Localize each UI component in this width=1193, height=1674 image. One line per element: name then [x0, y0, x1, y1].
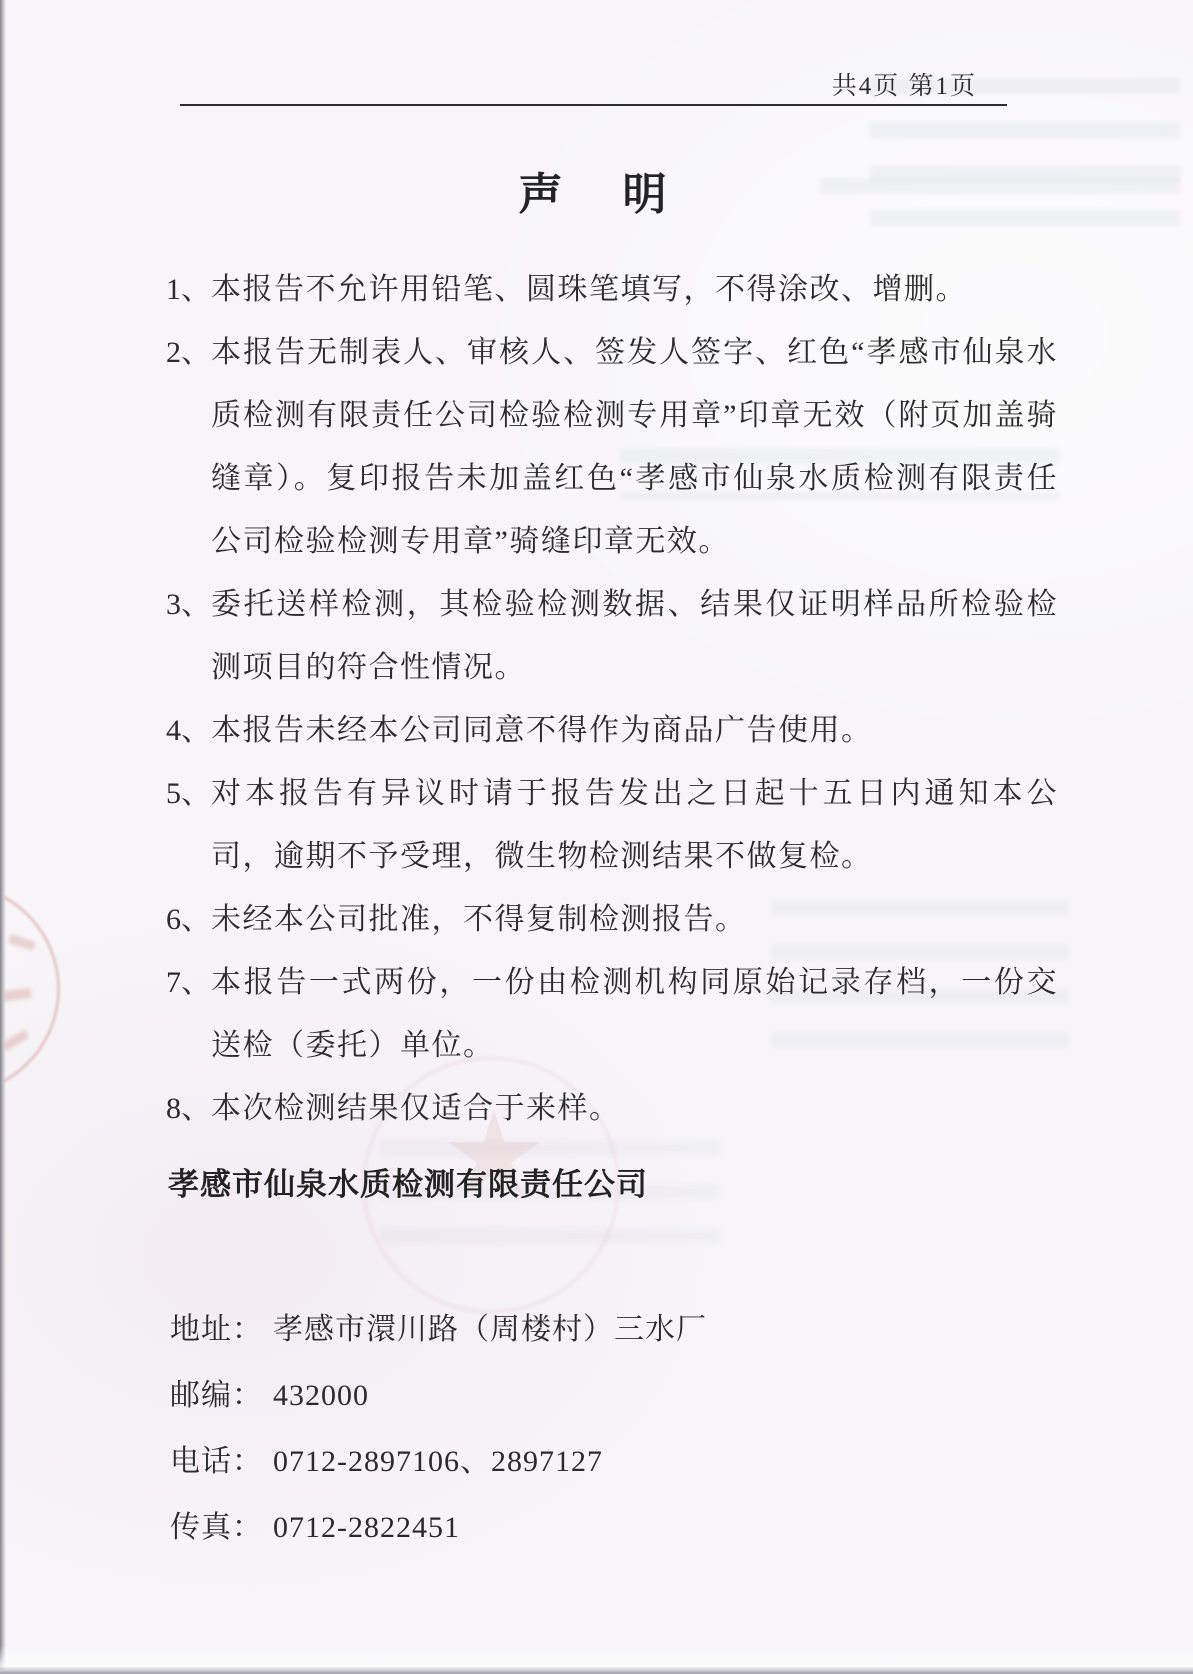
statement-item [166, 888, 1058, 951]
contact-label: 地址： [170, 1313, 263, 1346]
contact-value: 0712-2822451 [273, 1511, 460, 1544]
statement-text: 本报告不允许用铅笔、圆珠笔填写，不得涂改、增删。 [211, 273, 967, 306]
statement-number: 6、 [166, 903, 211, 936]
scan-edge-left [0, 0, 6, 1674]
contact-address [170, 1297, 707, 1363]
statement-number: 5、 [166, 777, 211, 810]
page-title: 声 明 [518, 170, 675, 219]
contact-value: 432000 [273, 1379, 369, 1412]
contact-value: 孝感市澴川路（周楼村）三水厂 [273, 1313, 707, 1346]
contact-value: 0712-2897106、2897127 [273, 1445, 603, 1478]
partial-red-seal [0, 883, 60, 1095]
statement-text: 本次检测结果仅适合于来样。 [211, 1092, 621, 1125]
company-name: 孝感市仙泉水质检测有限责任公司 [168, 1167, 648, 1202]
statement-item [166, 699, 1058, 762]
contact-postcode [170, 1363, 707, 1429]
seal-mark [8, 934, 36, 951]
contact-label: 传真： [170, 1511, 263, 1544]
statement-number: 3、 [166, 588, 211, 621]
statement-number: 7、 [166, 966, 211, 999]
statement-item [166, 762, 1058, 888]
statement-number: 4、 [166, 714, 211, 747]
statement-item [166, 258, 1058, 321]
statement-item [166, 573, 1058, 699]
statement-text: 未经本公司批准，不得复制检测报告。 [211, 903, 747, 936]
contact-fax [170, 1495, 707, 1561]
statement-text: 对本报告有异议时请于报告发出之日起十五日内通知本公司，逾期不予受理，微生物检测结果不做复检。 [211, 777, 1058, 873]
contact-label: 电话： [170, 1445, 263, 1478]
statement-item [166, 321, 1058, 573]
header-rule [180, 104, 1007, 106]
statement-item [166, 951, 1058, 1077]
scan-edge-bottom [0, 1666, 1193, 1674]
statement-text: 委托送样检测，其检验检测数据、结果仅证明样品所检验检测项目的符合性情况。 [211, 588, 1058, 684]
statement-number: 2、 [166, 336, 211, 369]
contact-info [170, 1297, 707, 1561]
statement-text: 本报告未经本公司同意不得作为商品广告使用。 [211, 714, 873, 747]
contact-label: 邮编： [170, 1379, 263, 1412]
statements-list [166, 258, 1058, 1140]
statement-number: 8、 [166, 1092, 211, 1125]
contact-phone [170, 1429, 707, 1495]
statement-text: 本报告一式两份，一份由检测机构同原始记录存档，一份交送检（委托）单位。 [211, 966, 1058, 1062]
statement-number: 1、 [166, 273, 211, 306]
statement-item [166, 1077, 1058, 1140]
scan-edge-bottom-highlight [0, 1646, 1193, 1668]
statement-text: 本报告无制表人、审核人、签发人签字、红色“孝感市仙泉水质检测有限责任公司检验检测专用章”印章无效（附页加盖骑缝章）。复印报告未加盖红色“孝感市仙泉水质检测有限责任公司检验检测专用章”骑缝印章无效。 [211, 336, 1058, 558]
page-number-info: 共4页 第1页 [831, 73, 977, 100]
